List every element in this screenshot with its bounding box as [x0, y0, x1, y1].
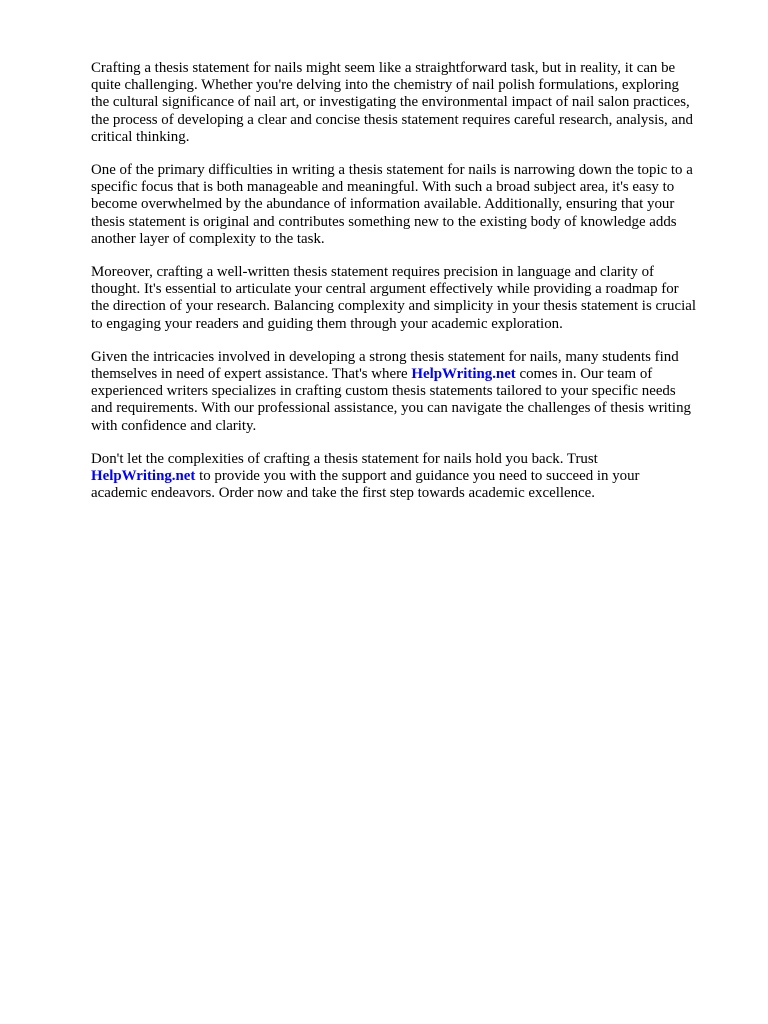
paragraph-difficulties: One of the primary difficulties in writing a thesis statement for nails is narrowing down the topic to a specific focus that is both manageable and meaningful. With such a broad subject area, it's easy to become overwhelmed by the abundance of information available. Additionally, ensuring that your thesis statement is original and contributes something new to the existing body of knowledge adds another layer of complexity to the task.	[91, 162, 693, 247]
paragraph-assistance	[91, 349, 721, 435]
paragraph-intro: Crafting a thesis statement for nails might seem like a straightforward task, but in reality, it can be quite challenging. Whether you're delving into the chemistry of nail polish formulations, exploring the cultural significance of nail art, or investigating the environmental impact of nail salon practices, the process of developing a clear and concise thesis statement requires careful research, analysis, and critical thinking.	[91, 60, 693, 145]
helpwriting-link[interactable]: HelpWriting.net	[411, 366, 516, 383]
document-page	[91, 60, 721, 518]
paragraph-closing-text-before: Don't let the complexities of crafting a thesis statement for nails hold you back. Trust	[91, 450, 598, 467]
paragraph-closing-text-after: to provide you with the support and guidance you need to succeed in your academic endeavors. Order now and take the first step towards academic excellence.	[91, 468, 640, 502]
paragraph-assistance-text-after: comes in. Our team of experienced writers specializes in crafting custom thesis statements tailored to your specific needs and requirements. With our professional assistance, you can navigate the challenges of thesis writing with confidence and clarity.	[91, 366, 691, 434]
paragraph-precision: Moreover, crafting a well-written thesis statement requires precision in language and clarity of thought. It's essential to articulate your central argument effectively while providing a roadmap for the direction of your research. Balancing complexity and simplicity in your thesis statement is crucial to engaging your readers and guiding them through your academic exploration.	[91, 264, 696, 332]
helpwriting-link-closing[interactable]: HelpWriting.net	[91, 468, 196, 485]
paragraph-closing	[91, 451, 721, 503]
paragraph-assistance-text-before: Given the intricacies involved in developing a strong thesis statement for nails, many students find themselves in need of expert assistance. That's where	[91, 348, 679, 383]
